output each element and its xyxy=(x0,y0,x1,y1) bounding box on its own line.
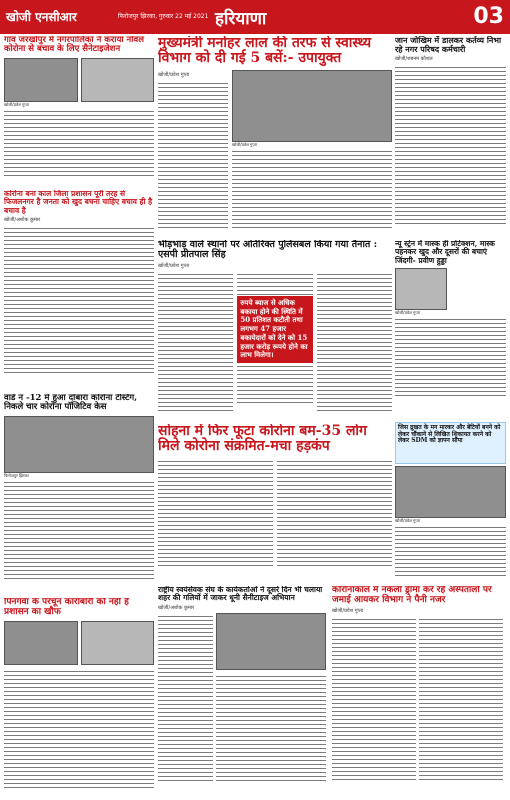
story-sdm-banner xyxy=(395,422,506,464)
photo-caption: खोजी/प्रवेश गुप्ता xyxy=(395,518,420,523)
story-byline: खोजी/प्रवेश गुप्ता xyxy=(332,607,364,614)
photo-caption: खोजी/प्रवेश गुप्ता xyxy=(4,101,29,107)
story-headline: कोरोना बना काल जिला प्रशासन पूरी तरह से फिजलनगर है जनता को खुद बचना चाहिए बचाव ही है बचाव है xyxy=(4,190,153,215)
story-headline: कोरोनाकाल में नकली ड्रामा कर रहे अस्पतालों पर जमाई आयकर विभाग ने पैनी नजर xyxy=(332,586,492,605)
article-text xyxy=(419,616,503,781)
article-text xyxy=(317,271,392,411)
photo-caption: खोजी/प्रवेश गुप्ता xyxy=(232,141,257,147)
story-byline: खोजी/प्रवेश गुप्ता xyxy=(158,71,190,78)
article-text xyxy=(395,316,506,396)
story-photo xyxy=(4,621,78,665)
lead-photo xyxy=(232,70,392,142)
article-text xyxy=(277,458,392,568)
section-title: हरियाणा xyxy=(215,9,267,29)
article-text xyxy=(158,458,273,568)
story-byline: खोजी/शबनम कौशल xyxy=(395,55,433,62)
story-photo xyxy=(216,613,326,670)
story-ward-12 xyxy=(4,394,154,594)
story-photo xyxy=(4,416,154,473)
page-number: 03 xyxy=(473,4,504,29)
story-byline: खोजी/अशोक कुमार xyxy=(4,216,41,223)
story-photo xyxy=(81,621,155,665)
story-sohna xyxy=(158,424,392,584)
story-headline: जिस द्रुखत के मन मारकर और बेटियों बनने को लेकर चौंकाने से लिखित शिकायत करने को लेकर SDM को ज्ञापन सौंपा xyxy=(398,424,501,445)
story-byline: खोजी/प्रवेश गुप्ता xyxy=(158,262,190,269)
story-headline: राष्ट्रीय स्वयंसेवक संघ के कार्यकर्ताओं ने दूसरे दिन भी चलाया शहर की गलियों में जाकर धूनी सैनीटाइज अभियान xyxy=(158,586,323,603)
story-headline: पिनगवां के परचून कारोबारी को नहीं है प्रशासन का खौफ xyxy=(4,598,129,617)
story-photo xyxy=(395,268,447,310)
article-text xyxy=(158,613,213,783)
story-pingwan xyxy=(4,598,154,796)
story-nagar-parishad xyxy=(395,36,506,238)
article-text xyxy=(4,108,154,178)
article-text xyxy=(395,64,506,224)
lead-story xyxy=(158,36,392,238)
date-line: फिरोजपुर झिरका, गुरुवार 22 मई 2021 xyxy=(118,13,209,20)
story-rss xyxy=(158,586,328,798)
article-text xyxy=(237,363,312,403)
story-headline: गांव जरखोपुर में नगरपालिका ने कराया नोवल कोरोना से बचाव के लिए सैनेटाइजेशन xyxy=(4,36,144,55)
story-oxygen xyxy=(332,586,506,798)
story-headline: न्यू स्ट्रेन में मास्क ही प्रोटेक्शन, मास्क पहनकर खुद और दूसरों की बचाएं जिंदगी- प्रवीण हुड्डा xyxy=(395,240,495,265)
paper-name: खोजी एनसीआर xyxy=(6,10,77,24)
highlight-box: रुपये ब्याज से अधिक बकाया होने की स्थिति में 50 प्रतिशत कटौती तथा लगभग 47 हजार बकायेदारों को देने को 15 हजार करोड़ रूपये होने का लाभ मिलेगा। xyxy=(237,296,312,363)
article-text xyxy=(158,80,228,230)
story-headline: सोहना में फिर फूटा कोरोना बम-35 लोग मिले कोरोना संक्रमित-मचा हड़कंप xyxy=(158,424,367,455)
article-text xyxy=(332,616,416,781)
story-police xyxy=(158,240,392,420)
lead-headline: मुख्यमंत्री मनोहर लाल की तरफ से स्वास्थ्य विभाग को दी गई 5 बसें:- उपायुक्त xyxy=(158,36,372,67)
story-photo xyxy=(81,58,155,102)
masthead xyxy=(0,0,510,34)
article-text xyxy=(395,524,506,579)
article-text xyxy=(216,673,326,783)
article-text xyxy=(4,479,154,579)
article-text xyxy=(158,271,233,411)
story-mask xyxy=(395,240,506,420)
story-headline: वार्ड नं -12 में हुआ दोबारा कोरोना टेस्टिंग, निकले चार कोरोना पॉजिटिव केस xyxy=(4,394,138,413)
story-sohna-photo xyxy=(395,466,506,582)
story-byline: खोजी/अशोक कुमार xyxy=(158,604,195,611)
photo-caption: खोजी/प्रवेश गुप्ता xyxy=(395,309,420,315)
article-text xyxy=(232,148,392,228)
story-photo xyxy=(395,466,506,518)
photo-caption: फिरोजपुर झिरका xyxy=(4,472,29,478)
article-text xyxy=(4,668,154,788)
story-jarkhopur xyxy=(4,36,154,188)
story-headline: भीड़भाड़ वाले स्थानों पर अतिरिक्त पुलिसबल किया गया तैनात : एसपी प्रीतपाल सिंह xyxy=(158,240,378,261)
story-corona-kaal xyxy=(4,190,154,390)
story-headline: जान जोखिम में डालकर कर्तव्य निभा रहे नगर परिषद कर्मचारी xyxy=(395,36,502,54)
article-text xyxy=(237,271,312,296)
article-text xyxy=(4,225,154,375)
story-photo xyxy=(4,58,78,102)
